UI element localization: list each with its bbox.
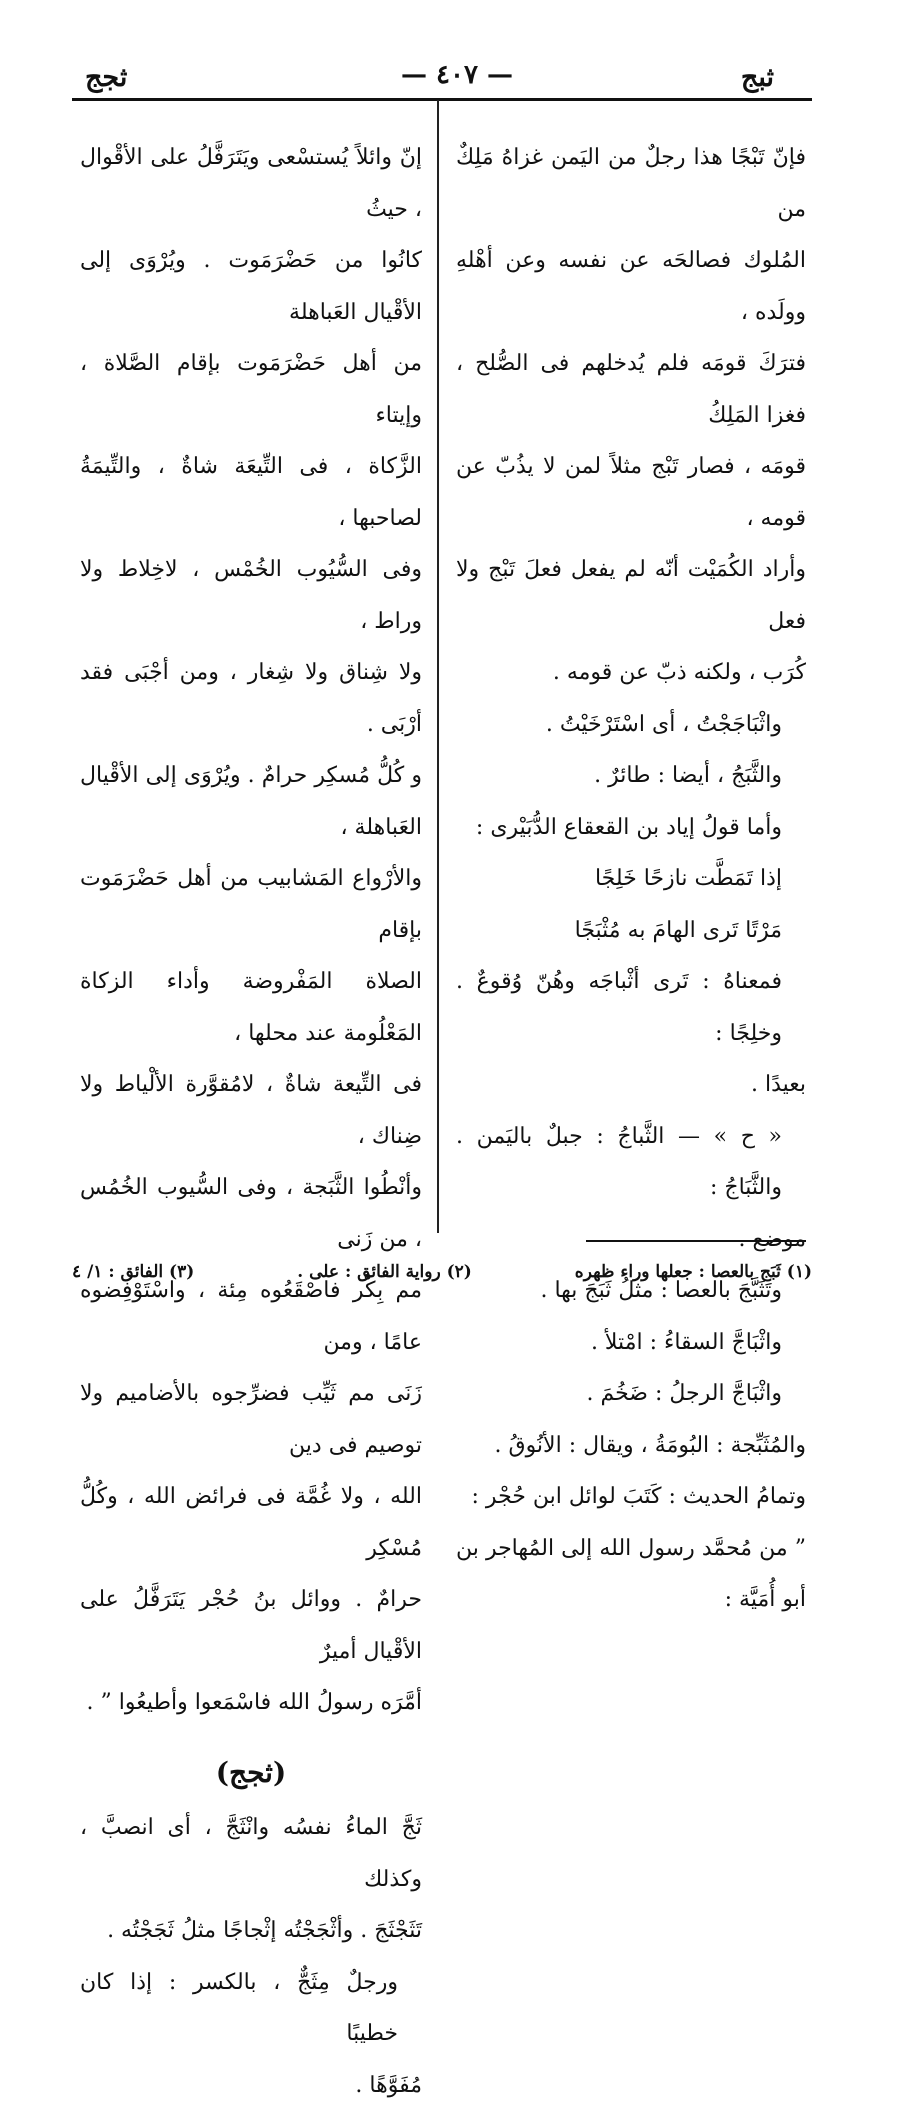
text-line: فمعناهُ : تَرى أثْباجَه وهُنّ وُقوعٌ . وخلِجًا : <box>456 956 806 1059</box>
text-line: والمُثَبِّجة : البُومَةُ ، ويقال : الأنُوقُ . <box>456 1420 806 1472</box>
text-line: أمَّرَه رسولُ الله فاسْمَعوا وأطيعُوا ” . <box>80 1677 422 1729</box>
text-line: زَنَى مم ثَيِّب فضرِّجوه بالأضاميم ولا توصيم فى دين <box>80 1368 422 1471</box>
text-line: حرامٌ . ووائل بنُ حُجْر يَتَرَفَّلُ على الأقْيال أميرٌ <box>80 1574 422 1677</box>
text-line: واثْبَاجَّ الرجلُ : ضَخُمَ . <box>456 1368 806 1420</box>
page-number: — ٤٠٧ — <box>0 60 914 90</box>
text-line: المُلوك فصالحَه عن نفسه وعن أهْلهِ وولَده ، <box>456 235 806 338</box>
text-line: ورجلٌ مِثَجٌّ ، بالكسر : إذا كان خطيبًا <box>80 1957 422 2060</box>
text-line: الزَّكاة ، فى التِّيعَة شاةٌ ، والتِّيمَةُ لصاحبها ، <box>80 441 422 544</box>
text-line: ” من مُحمَّد رسول الله إلى المُهاجر بن أبو أُمَيَّة : <box>456 1523 806 1626</box>
text-line: وأما قولُ إياد بن القعقاع الدُّبَيْرى : <box>456 802 806 854</box>
text-line: « ح » — الثَّباجُ : جبلٌ باليَمن . والثَّبَاجُ : <box>456 1111 806 1214</box>
text-line: واثْبَاجَّ السقاءُ : امْتلأ . <box>456 1317 806 1369</box>
footnote-3: (٣) الفائق : ١/ ٤ <box>72 1262 194 1282</box>
text-line: فترَكَ قومَه فلم يُدخلهم فى الصُّلح ، فغزا المَلِكُ <box>456 338 806 441</box>
right-column <box>456 132 806 1626</box>
text-line: كُرَب ، ولكنه ذبّ عن قومه . <box>456 647 806 699</box>
header-rule <box>72 98 812 101</box>
text-line: ثَجَّ الماءُ نفسُه وانْثَجَّ ، أى انصبَّ ، وكذلك <box>80 1802 422 1905</box>
text-line: وتمامُ الحديث : كَتَبَ لوائل ابن حُجْر : <box>456 1471 806 1523</box>
verse-line: مَرْتًا تَرى الهامَ به مُثْبَجًا <box>456 905 806 957</box>
text-line: والأرْواع المَشابيب من أهل حَضْرَمَوت بإقام <box>80 853 422 956</box>
footnote-1: (١) ثَبَج بالعصا : جعلها وراء ظهره <box>575 1262 812 1282</box>
text-line: والثَّبَجُ ، أيضا : طائرٌ . <box>456 750 806 802</box>
text-line: الله ، ولا غُمَّة فى فرائض الله ، وكُلُّ مُسْكِر <box>80 1471 422 1574</box>
footnote-rule <box>586 1240 806 1242</box>
text-line: إنّ وائلاً يُستسْعى ويَتَرَفَّلُ على الأقْوال ، حيثُ <box>80 132 422 235</box>
header-entry-word-left: ثجج <box>85 62 127 93</box>
text-line: قومَه ، فصار تَبْج مثلاً لمن لا يذُبّ عن قومه ، <box>456 441 806 544</box>
text-line: وأنْطُوا الثَّبَجة ، وفى السُّيوب الخُمُس ، من زَنى <box>80 1162 422 1265</box>
left-column <box>80 132 422 2111</box>
text-line: واثْبَاجَجْتُ ، أى اسْتَرْخَيْتُ . <box>456 699 806 751</box>
verse-line: إذا تَمَطَّت نازحًا خَلِجًا <box>456 853 806 905</box>
text-line: وأراد الكُمَيْت أنّه لم يفعل فعلَ تَبْج ولا فعل <box>456 544 806 647</box>
text-line: وتَثَبَّجَ بالعصا : مثلُ ثَبَجَ بها . <box>456 1265 806 1317</box>
footnotes <box>72 1262 812 1282</box>
text-line: تَثَجْثَجَ . وأثْجَجْتُه إثْجاجًا مثلُ ثَجَجْتُه . <box>80 1905 422 1957</box>
text-line: وفى السُّيُوب الخُمْس ، لاخِلاط ولا وراط ، <box>80 544 422 647</box>
text-line: فى التِّيعة شاةٌ ، لامُقوَّرة الألْياط ولا ضِناك ، <box>80 1059 422 1162</box>
column-divider <box>437 100 439 1233</box>
text-line: مم بِكْر فاصْقَعُوه مِئة ، واسْتَوْفِضوه عامًا ، ومن <box>80 1265 422 1368</box>
text-line: كانُوا من حَضْرَمَوت . ويُرْوَى إلى الأقْيال العَباهلة <box>80 235 422 338</box>
text-line: ولا شِناق ولا شِغار ، ومن أجْبَى فقد أرْبَى . <box>80 647 422 750</box>
text-line: الصلاة المَفْروضة وأداء الزكاة المَعْلُومة عند محلها ، <box>80 956 422 1059</box>
text-line: موضع . <box>456 1214 806 1266</box>
text-line: مُفَوَّهًا . <box>80 2060 422 2111</box>
header-entry-word-right: ثبج <box>741 62 774 93</box>
text-line: فإنّ تَبْجًا هذا رجلٌ من اليَمن غزاهُ مَلِكٌ من <box>456 132 806 235</box>
text-line: و كُلُّ مُسكِر حرامٌ . ويُرْوَى إلى الأقْيال العَباهلة ، <box>80 750 422 853</box>
text-line: بعيدًا . <box>456 1059 806 1111</box>
text-line: من أهل حَضْرَمَوت بإقام الصَّلاة ، وإيتاء <box>80 338 422 441</box>
footnote-2: (٢) رواية الفائق : على . <box>297 1262 472 1282</box>
section-heading: (ثجج) <box>80 1747 422 1799</box>
